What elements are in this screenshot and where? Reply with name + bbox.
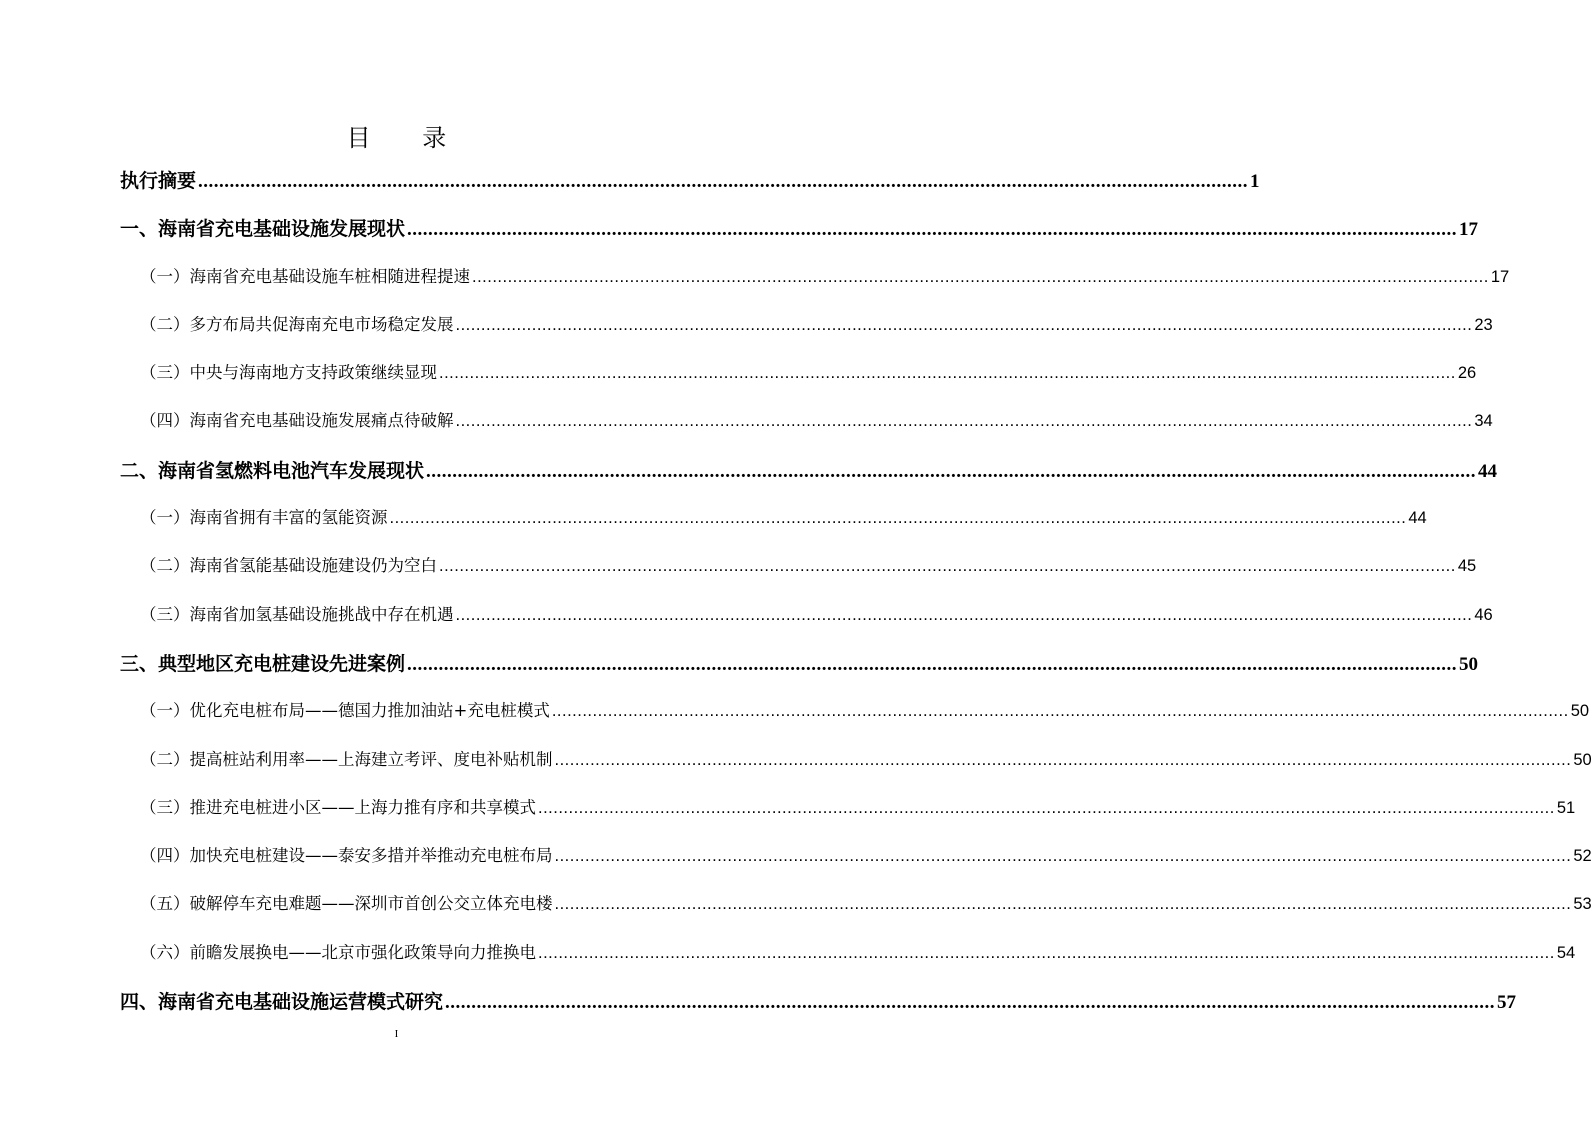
toc-dot-leader: ........................................................................................................................................................................................................ — [472, 267, 1489, 286]
toc-entry-label: （四）加快充电桩建设——泰安多措并举推动充电桩布局 — [140, 846, 553, 866]
toc-section-entry[interactable] — [120, 884, 1592, 932]
toc-entry-label: （二）多方布局共促海南充电市场稳定发展 — [140, 314, 454, 334]
page-footer-number: I — [394, 1028, 399, 1040]
toc-entry-label: （二）海南省氢能基础设施建设仍为空白 — [140, 556, 437, 576]
toc-entry-label: （五）破解停车充电难题——深圳市首创公交立体充电楼 — [140, 894, 553, 914]
toc-entry-page-number: 26 — [1457, 364, 1477, 383]
toc-section-entry[interactable] — [120, 836, 1592, 884]
toc-entry-page-number: 57 — [1497, 992, 1517, 1014]
toc-entry-page-number: 50 — [1573, 750, 1592, 769]
toc-dot-leader: ........................................................................................................................................................................................................ — [445, 992, 1496, 1014]
toc-entry-label: 三、典型地区充电桩建设先进案例 — [120, 652, 406, 675]
toc-dot-leader: ........................................................................................................................................................................................................ — [426, 460, 1477, 482]
toc-section-entry[interactable] — [120, 740, 1592, 788]
toc-entry-page-number: 17 — [1490, 267, 1510, 286]
toc-dot-leader: ........................................................................................................................................................................................................ — [455, 315, 1473, 334]
toc-entry-label: 二、海南省氢燃料电池汽车发展现状 — [120, 459, 425, 482]
toc-dot-leader: ........................................................................................................................................................................................................ — [554, 847, 1572, 866]
toc-dot-leader: ........................................................................................................................................................................................................ — [198, 171, 1249, 192]
toc-entry-label: 四、海南省充电基础设施运营模式研究 — [120, 991, 444, 1014]
toc-entry-label: （一）海南省充电基础设施车桩相随进程提速 — [140, 266, 470, 286]
toc-entry-page-number: 50 — [1459, 653, 1479, 675]
toc-chapter-entry[interactable] — [120, 160, 1260, 208]
toc-chapter-entry[interactable] — [120, 450, 1498, 498]
toc-entry-page-number: 54 — [1556, 943, 1576, 962]
toc-section-entry[interactable] — [120, 498, 1427, 546]
toc-dot-leader: ........................................................................................................................................................................................................ — [455, 412, 1473, 431]
toc-dot-leader: ........................................................................................................................................................................................................ — [554, 895, 1572, 914]
toc-section-entry[interactable] — [120, 933, 1576, 981]
toc-dot-leader: ........................................................................................................................................................................................................ — [455, 605, 1473, 624]
toc-dot-leader: ........................................................................................................................................................................................................ — [389, 509, 1407, 528]
toc-dot-leader: ........................................................................................................................................................................................................ — [538, 943, 1555, 962]
toc-entry-page-number: 23 — [1474, 315, 1493, 334]
toc-entry-page-number: 34 — [1474, 412, 1493, 431]
toc-section-entry[interactable] — [120, 546, 1477, 594]
toc-dot-leader: ........................................................................................................................................................................................................ — [439, 364, 1456, 383]
toc-chapter-entry[interactable] — [120, 643, 1479, 691]
toc-entry-label: 执行摘要 — [120, 170, 197, 192]
toc-entry-label: （三）推进充电桩进小区——上海力推有序和共享模式 — [140, 797, 536, 817]
toc-section-entry[interactable] — [120, 691, 1590, 739]
toc-section-entry[interactable] — [120, 401, 1493, 449]
toc-entry-label: （一）海南省拥有丰富的氢能资源 — [140, 508, 388, 528]
toc-entry-page-number: 53 — [1573, 895, 1592, 914]
toc-entry-page-number: 46 — [1474, 605, 1493, 624]
toc-entry-page-number: 44 — [1408, 509, 1427, 528]
toc-entry-page-number: 52 — [1573, 847, 1592, 866]
toc-dot-leader: ........................................................................................................................................................................................................ — [551, 702, 1569, 721]
toc-dot-leader: ........................................................................................................................................................................................................ — [407, 653, 1458, 675]
toc-list — [120, 160, 1592, 1029]
toc-title: 目 录 — [346, 124, 469, 152]
toc-entry-label: （四）海南省充电基础设施发展痛点待破解 — [140, 411, 454, 431]
toc-entry-page-number: 51 — [1556, 798, 1576, 817]
toc-section-entry[interactable] — [120, 353, 1477, 401]
toc-entry-label: 一、海南省充电基础设施发展现状 — [120, 218, 406, 241]
toc-section-entry[interactable] — [120, 305, 1493, 353]
toc-dot-leader: ........................................................................................................................................................................................................ — [407, 219, 1458, 241]
toc-dot-leader: ........................................................................................................................................................................................................ — [554, 750, 1572, 769]
toc-entry-label: （二）提高桩站利用率——上海建立考评、度电补贴机制 — [140, 749, 553, 769]
toc-entry-page-number: 44 — [1478, 460, 1498, 482]
toc-entry-label: （三）中央与海南地方支持政策继续显现 — [140, 363, 437, 383]
toc-entry-page-number: 1 — [1250, 171, 1260, 192]
toc-entry-label: （一）优化充电桩布局——德国力推加油站+充电桩模式 — [140, 701, 550, 721]
toc-entry-label: （六）前瞻发展换电——北京市强化政策导向力推换电 — [140, 942, 536, 962]
toc-entry-page-number: 45 — [1457, 557, 1477, 576]
toc-chapter-entry[interactable] — [120, 981, 1517, 1029]
toc-dot-leader: ........................................................................................................................................................................................................ — [439, 557, 1456, 576]
toc-section-entry[interactable] — [120, 595, 1493, 643]
toc-section-entry[interactable] — [120, 788, 1576, 836]
toc-section-entry[interactable] — [120, 257, 1510, 305]
toc-chapter-entry[interactable] — [120, 208, 1479, 256]
toc-entry-label: （三）海南省加氢基础设施挑战中存在机遇 — [140, 604, 454, 624]
toc-entry-page-number: 17 — [1459, 219, 1479, 241]
toc-entry-page-number: 50 — [1570, 702, 1590, 721]
toc-dot-leader: ........................................................................................................................................................................................................ — [538, 798, 1555, 817]
